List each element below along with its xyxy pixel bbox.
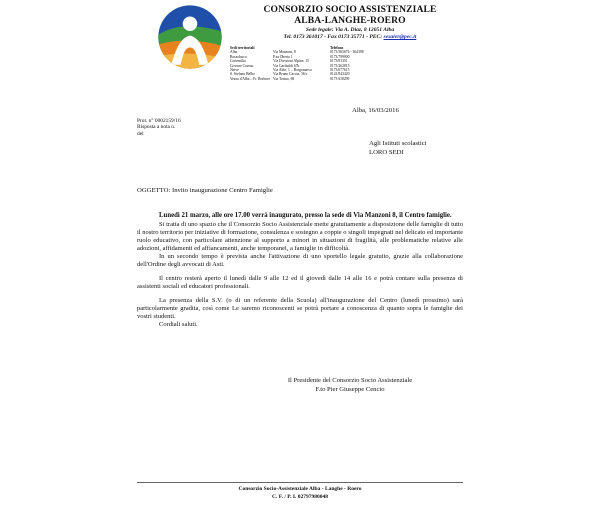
closing-greeting: Cordiali saluti. [159, 320, 198, 328]
paragraph-invitation: La presenza della S.V. (o di un referente della Scuola) all'inaugurazione del Centro (lunedì prossimo) sarà particolarmente gradita, così come Le saremo riconoscenti se potrà portare a conoscenza di quanto sopra le famiglie dei vostri studenti. [137, 296, 463, 320]
sedi-cell: S. Stefano Belbo [230, 72, 255, 77]
sedi-cell: P.za Oberto 1 [273, 54, 293, 59]
sedi-cell: 0173/81351 [330, 59, 348, 64]
sedi-cell: Via Garibaldi 67b [273, 63, 300, 68]
recipient-line2: LORO SEDI [369, 148, 404, 156]
signature-title: Il Presidente del Consorzio Socio Assistenziale [287, 377, 413, 384]
sedi-col-header: Telefono [330, 46, 344, 50]
sedi-cell: Via Torino, 69 [273, 76, 295, 81]
sedi-cell: Neive [230, 68, 239, 73]
del-label: del [137, 130, 144, 137]
recipient-line1: Agli Istituti scolastici [369, 140, 427, 147]
subject-line: OGGETTO: Invito inaugurazione Centro Famiglie [137, 187, 273, 194]
header-title-line2: ALBA-LANGHE-ROERO [294, 14, 406, 26]
paragraph-description: Si tratta di uno spazio che il Consorzio Socio Assistenziale mette gratuitamente a disposizione delle famiglie di tutto il nostro territorio per iniziative di formazione, consulenza e sostegno a coppie o singoli impegnati nel delicato ed importante ruolo educativo, con particolare attenzione al supporto a minori in situazioni di fragilità, alle problematiche relative alle adozioni, affidamenti ed affiancamenti, anche temporanei, a famiglie in difficoltà. [137, 220, 463, 252]
place-date: Alba, 16/03/2016 [352, 107, 399, 114]
paragraph-announcement: Lunedì 21 marzo, alle ore 17.00 verrà inaugurato, presso la sede di Via Manzoni 8, il Centro famiglie. [159, 212, 452, 219]
sedi-table [230, 46, 470, 81]
consorzio-logo-icon [157, 4, 223, 70]
paragraph-legal-desk: In un secondo tempo è prevista anche l'attivazione di uno sportello legale gratuito, grazie alla collaborazione dell'Ordine degli avvocati di Asti. [137, 252, 463, 268]
sedi-cell: Vezza d'Alba – Fr. Borbore [230, 76, 271, 81]
sedi-cell: 0173/262815 [330, 63, 350, 68]
sedi-cell: 0173/799000 [330, 54, 350, 59]
footer-tax-code: C. F. / P. I. 02797980048 [272, 493, 328, 500]
protocol-block [137, 118, 181, 137]
header-contacts [232, 27, 468, 41]
letter-body [137, 212, 463, 329]
header-title [230, 5, 470, 26]
pec-link[interactable]: sesaler@pec.it [383, 33, 417, 40]
sedi-cell: 0173/365676 - 364398 [330, 50, 364, 55]
sedi-col-header: Sedi territoriali [230, 46, 255, 50]
sedi-cell: Via Divisioni Alpine, 15 [273, 59, 310, 64]
sedi-cell: Bossolasco [230, 54, 247, 59]
sedi-cell: Via Manzoni, 8 [273, 50, 296, 55]
sedi-cell: Via Aldo, 1 – Borgonuovo [273, 68, 312, 73]
risposta-label: Risposta a nota n. [137, 124, 176, 131]
signature-block [137, 376, 463, 394]
sedi-cell: Govone Cavour [230, 63, 254, 68]
contacts-line [232, 34, 468, 41]
sedi-cell: 0173 658299 [330, 76, 350, 81]
footer-divider [137, 482, 463, 483]
footer-name: Consorzio Socio-Assistenziale Alba - Langhe - Roero [238, 486, 362, 492]
footer [137, 486, 463, 501]
sedi-cell: 0141/843420 [330, 72, 350, 77]
protocol-number: Prot. n° 0002159/16 [137, 118, 181, 124]
contacts-prefix: Tel. 0173 361017 - Fax 0173 35771 - PEC: [283, 33, 384, 40]
sede-legale: Sede legale: Via A. Diaz, 8 12051 Alba [305, 27, 395, 33]
header-title-line1: CONSORZIO SOCIO ASSISTENZIALE [263, 4, 437, 15]
sedi-cell: Alba [230, 50, 238, 55]
recipient-block [369, 140, 427, 157]
signature-name: F.to Pier Giuseppe Cencio [315, 386, 385, 393]
sedi-row [230, 77, 470, 81]
sedi-cell: Cortemilia [230, 59, 246, 64]
paragraph-opening-hours: Il centro resterà aperto il lunedì dalle 9 alle 12 ed il giovedì dalle 14 alle 16 e potrà contare sulla presenza di assistenti sociali ed educatori professionali. [137, 274, 463, 290]
sedi-cell: 0173/677615 [330, 68, 350, 73]
sedi-cell: Via Bruno Caccia, 36/c [273, 72, 308, 77]
